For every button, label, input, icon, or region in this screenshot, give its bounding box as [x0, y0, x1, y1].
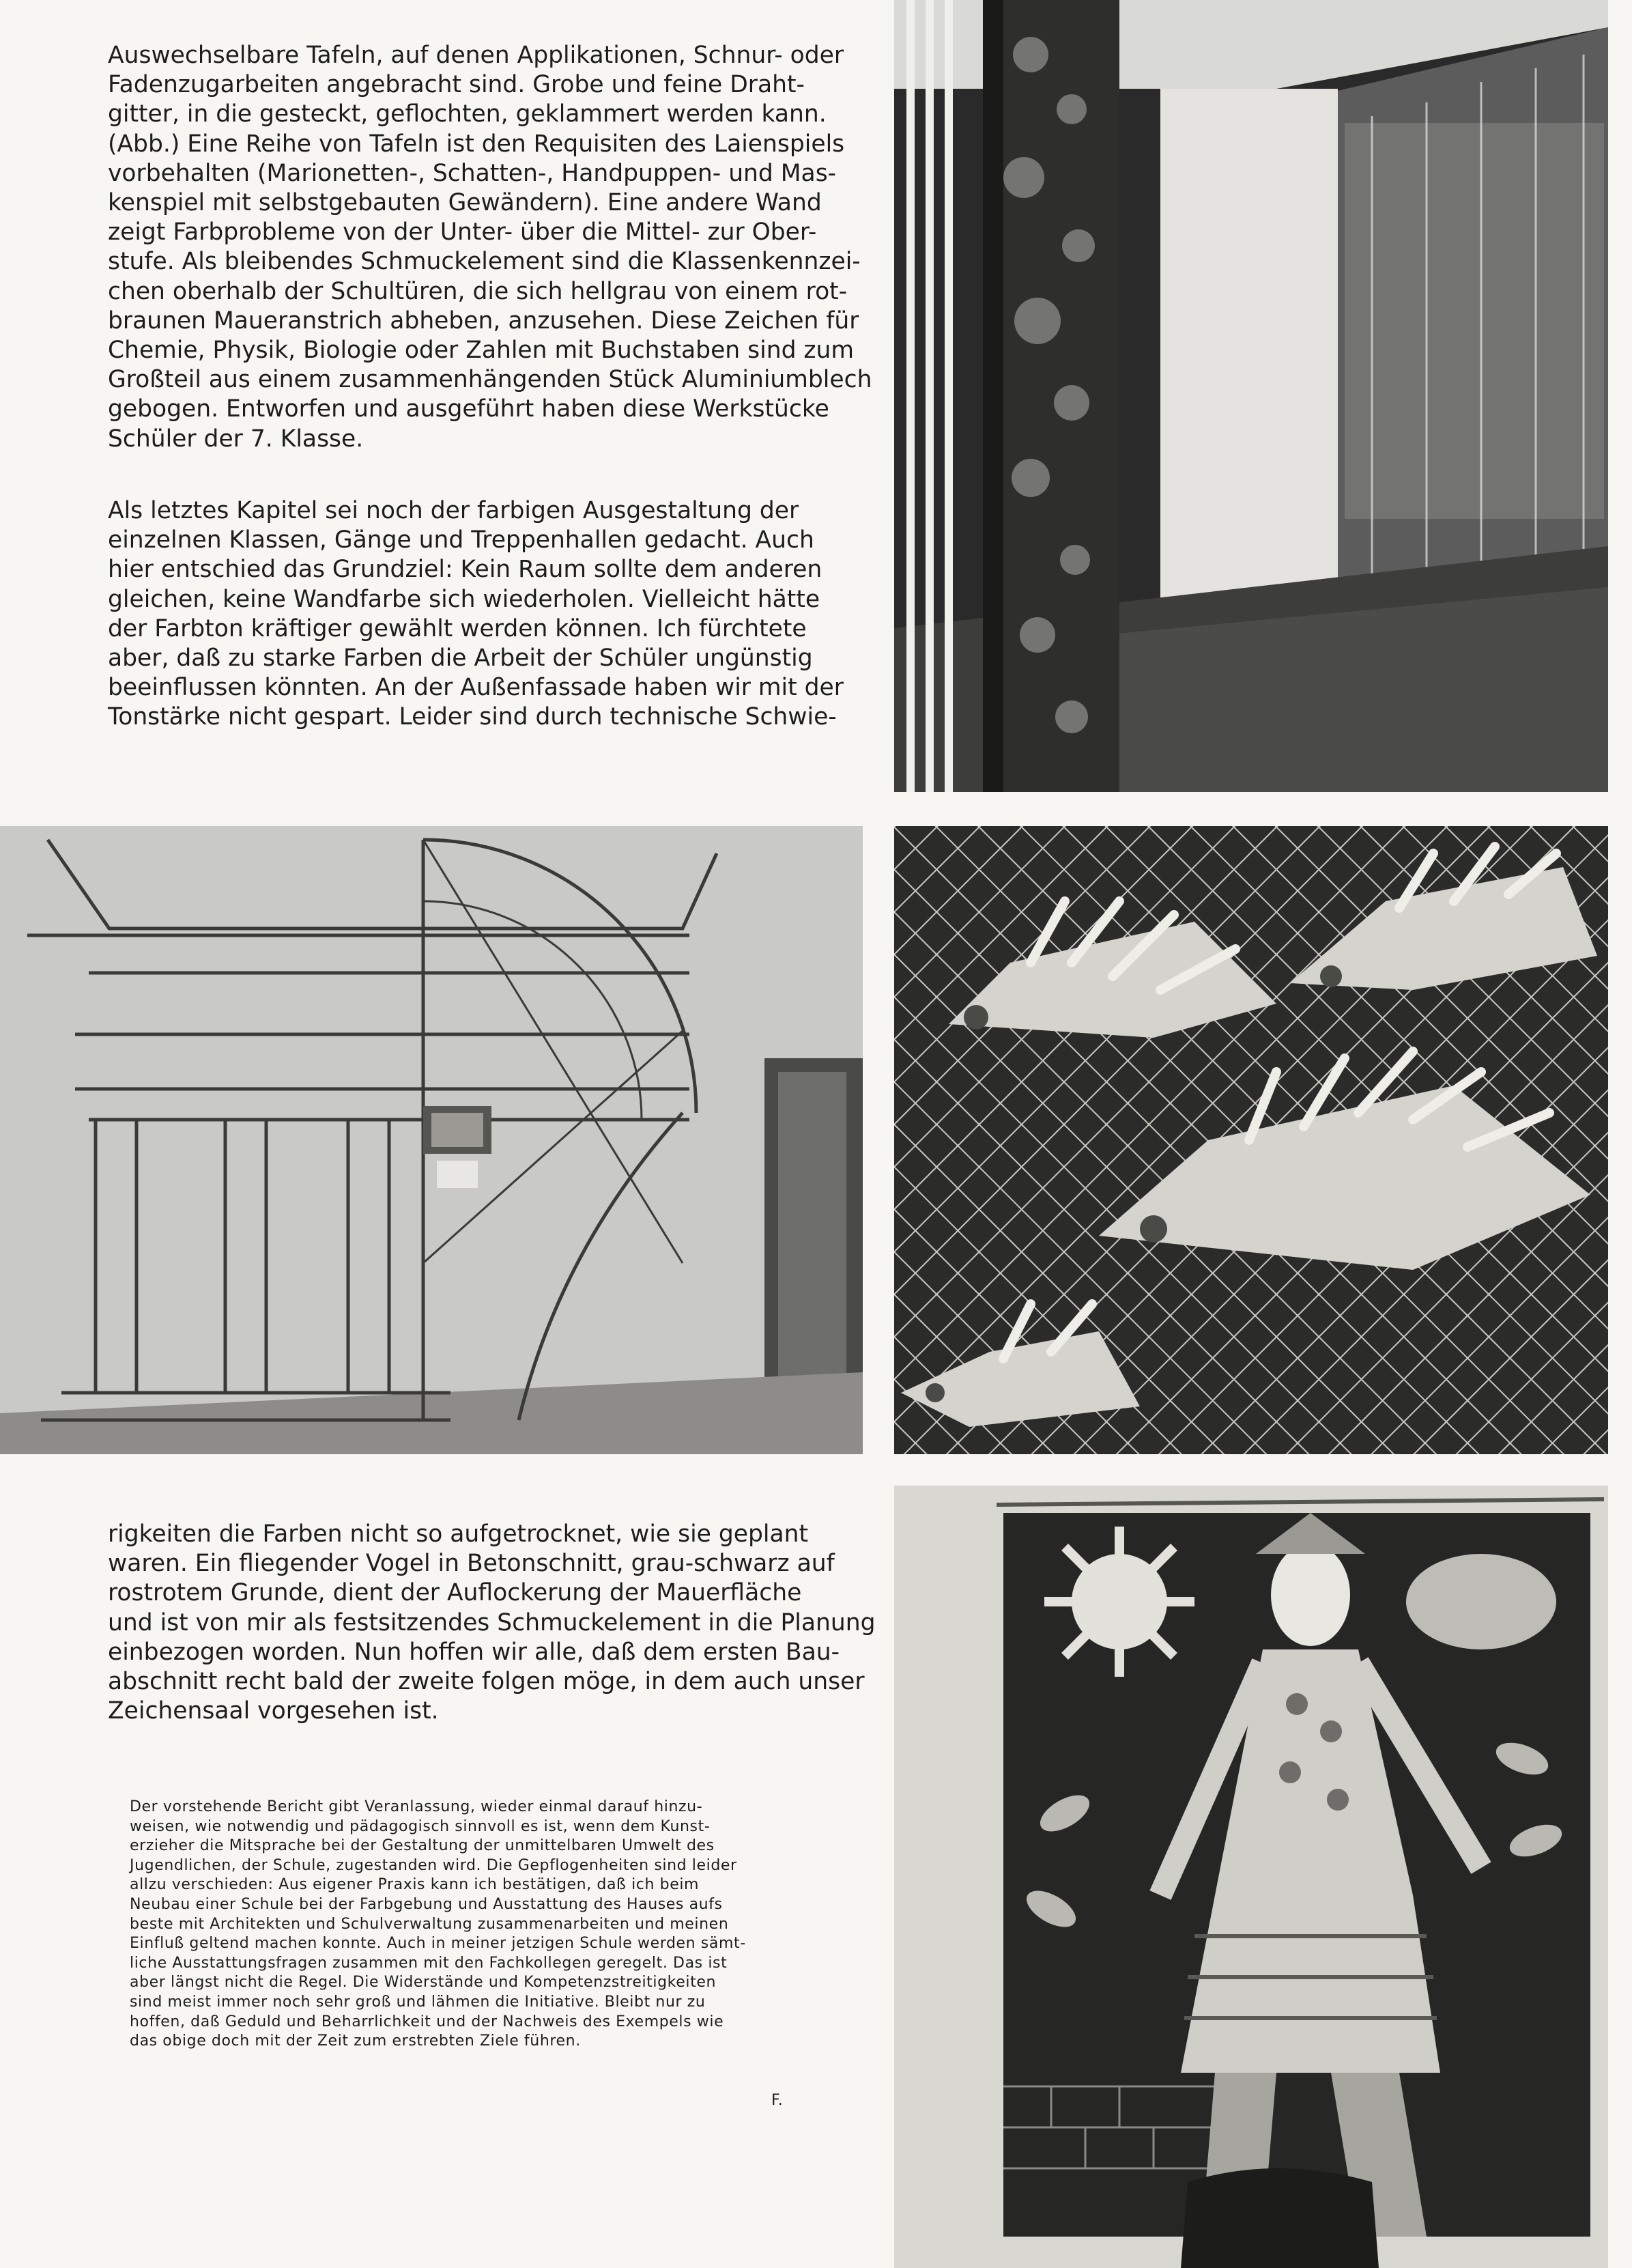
text-line: abschnitt recht bald der zweite folgen möge, in dem auch unser	[108, 1668, 865, 1696]
text-block-bottom	[108, 1520, 876, 1726]
text-line: Als letztes Kapitel sei noch der farbigen Ausgestaltung der	[108, 497, 799, 524]
text-line: gleichen, keine Wandfarbe sich wiederholen. Vielleicht hätte	[108, 585, 820, 613]
note-line: Einfluß geltend machen konnte. Auch in meiner jetzigen Schule werden sämt-	[130, 1935, 746, 1953]
note-line: weisen, wie notwendig und pädagogisch sinnvoll es ist, wenn dem Kunst-	[130, 1817, 711, 1835]
text-block-top	[108, 41, 872, 454]
note-line: Jugendlichen, der Schule, zugestanden wird. Die Gepflogenheiten sind leider	[130, 1856, 737, 1874]
text-line: und ist von mir als festsitzendes Schmuckelement in die Planung	[108, 1608, 876, 1636]
note-line: hoffen, daß Geduld und Beharrlichkeit und der Nachweis des Exempels wie	[130, 2013, 724, 2030]
editor-note	[130, 1798, 799, 2052]
text-line: braunen Maueranstrich abheben, anzusehen. Diese Zeichen für	[108, 307, 859, 335]
text-line: kenspiel mit selbstgebauten Gewändern). Eine andere Wand	[108, 189, 822, 217]
text-line: Schüler der 7. Klasse.	[108, 425, 364, 453]
text-line: vorbehalten (Marionetten-, Schatten-, Handpuppen- und Mas-	[108, 159, 837, 187]
text-block-middle	[108, 496, 844, 733]
editor-signature: F.	[771, 2092, 784, 2109]
text-line: hier entschied das Grundziel: Kein Raum sollte dem anderen	[108, 556, 822, 584]
text-line: Großteil aus einem zusammenhängenden Stück Aluminiumblech	[108, 366, 872, 394]
text-line: Auswechselbare Tafeln, auf denen Applikationen, Schnur- oder	[108, 42, 844, 69]
text-line: aber, daß zu starke Farben die Arbeit der Schüler ungünstig	[108, 644, 813, 672]
text-line: Fadenzugarbeiten angebracht sind. Grobe und feine Draht-	[108, 71, 805, 99]
note-line: Der vorstehende Bericht gibt Veranlassung, wieder einmal darauf hinzu-	[130, 1798, 703, 1815]
note-line: sind meist immer noch sehr groß und lähmen die Initiative. Bleibt nur zu	[130, 1993, 706, 2011]
note-line: aber längst nicht die Regel. Die Widerstände und Kompetenzstreitigkeiten	[130, 1974, 716, 1991]
text-line: waren. Ein fliegender Vogel in Betonschnitt, grau-schwarz auf	[108, 1550, 835, 1578]
photo-corridor-column	[894, 0, 1608, 792]
text-line: beeinflussen könnten. An der Außenfassade haben wir mit der	[108, 674, 844, 702]
text-line: gitter, in die gesteckt, geflochten, geklammert werden kann.	[108, 100, 827, 128]
text-line: Tonstärke nicht gespart. Leider sind durch technische Schwie-	[108, 703, 837, 731]
note-line: Neubau einer Schule bei der Farbgebung und Ausstattung des Hauses aufs	[130, 1895, 723, 1913]
text-line: gebogen. Entworfen und ausgeführt haben diese Werkstücke	[108, 395, 829, 423]
photo-temple-drawing	[0, 826, 863, 1454]
text-line: stufe. Als bleibendes Schmuckelement sind die Klassenkennzei-	[108, 248, 861, 276]
note-line: allzu verschieden: Aus eigener Praxis kann ich bestätigen, daß ich beim	[130, 1876, 700, 1894]
text-line: einzelnen Klassen, Gänge und Treppenhallen gedacht. Auch	[108, 526, 814, 554]
text-line: rostrotem Grunde, dient der Auflockerung der Mauerfläche	[108, 1579, 802, 1607]
note-line: erzieher die Mitsprache bei der Gestaltung der unmittelbaren Umwelt des	[130, 1837, 715, 1855]
note-line: das obige doch mit der Zeit zum erstrebten Ziele führen.	[130, 2032, 581, 2050]
text-line: Chemie, Physik, Biologie oder Zahlen mit Buchstaben sind zum	[108, 337, 855, 365]
text-line: (Abb.) Eine Reihe von Tafeln ist den Requisiten des Laienspiels	[108, 130, 845, 158]
text-line: Zeichensaal vorgesehen ist.	[108, 1697, 439, 1725]
text-line: rigkeiten die Farben nicht so aufgetrocknet, wie sie geplant	[108, 1520, 809, 1548]
photo-wall-hanging	[894, 1486, 1608, 2268]
text-line: der Farbton kräftiger gewählt werden können. Ich fürchtete	[108, 614, 807, 642]
note-line: beste mit Architekten und Schulverwaltung zusammenarbeiten und meinen	[130, 1915, 729, 1933]
text-line: einbezogen worden. Nun hoffen wir alle, daß dem ersten Bau-	[108, 1638, 840, 1666]
photo-mesh-hedgehogs	[894, 826, 1608, 1454]
text-line: chen oberhalb der Schultüren, die sich hellgrau von einem rot-	[108, 277, 848, 305]
note-line: liche Ausstattungsfragen zusammen mit den Fachkollegen geregelt. Das ist	[130, 1954, 728, 1972]
text-line: zeigt Farbprobleme von der Unter- über die Mittel- zur Ober-	[108, 218, 817, 246]
